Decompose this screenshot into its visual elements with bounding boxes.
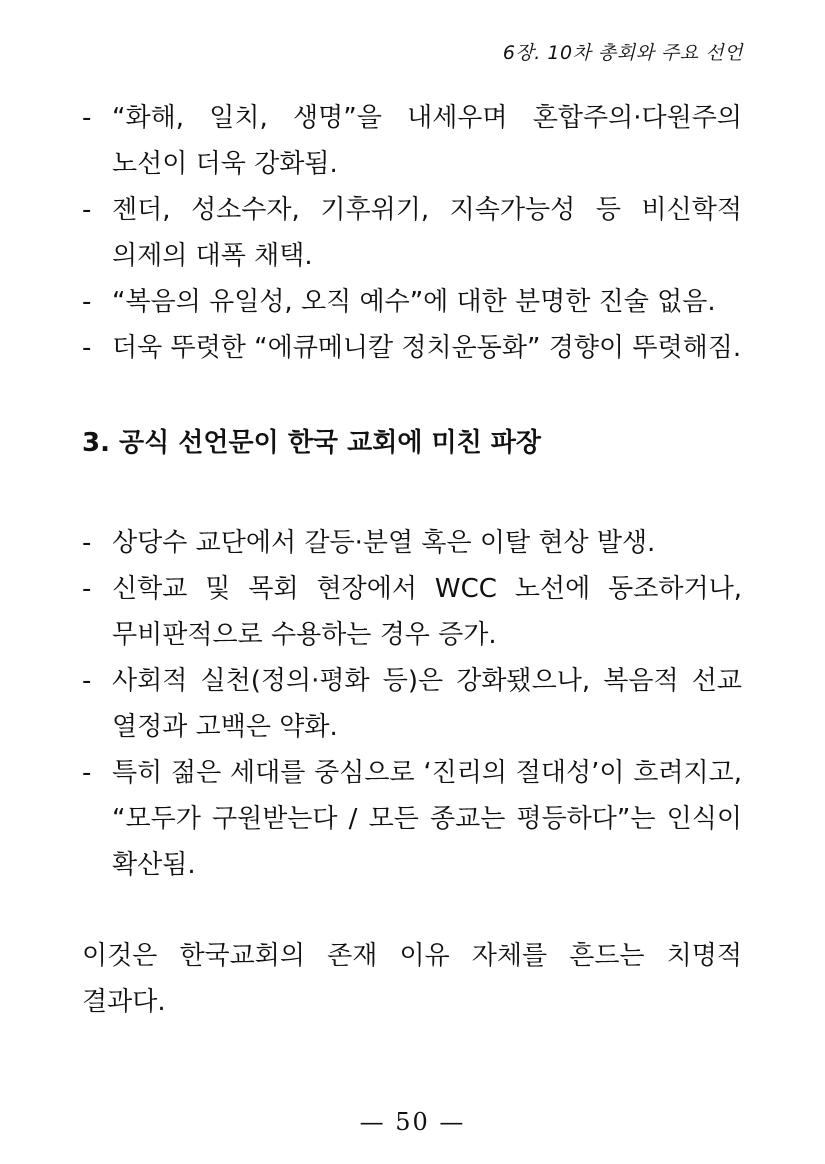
list-item (82, 566, 742, 658)
list-item-text: “화해, 일치, 생명”을 내세우며 혼합주의·다원주의 노선이 더욱 강화됨. (112, 103, 742, 179)
list-item (82, 187, 742, 279)
bullet-dash: - (82, 287, 92, 317)
list-item-text: 더욱 뚜렷한 “에큐메니칼 정치운동화” 경향이 뚜렷해짐. (112, 333, 742, 363)
list-item-text: 젠더, 성소수자, 기후위기, 지속가능성 등 비신학적 의제의 대폭 채택. (112, 195, 742, 271)
list-item (82, 520, 742, 566)
list-item (82, 658, 742, 750)
list-item (82, 279, 742, 325)
bullet-dash: - (82, 758, 92, 788)
bullet-dash: - (82, 574, 92, 604)
bullet-dash: - (82, 666, 92, 696)
bullet-dash: - (82, 528, 92, 558)
list-item-text: 사회적 실천(정의·평화 등)은 강화됐으나, 복음적 선교 열정과 고백은 약화. (112, 666, 742, 742)
impact-list (82, 520, 742, 888)
list-item-text: 신학교 및 목회 현장에서 WCC 노선에 동조하거나, 무비판적으로 수용하는 경우 증가. (112, 574, 742, 650)
list-item-text: 특히 젊은 세대를 중심으로 ‘진리의 절대성’이 흐려지고, “모두가 구원받는다 / 모든 종교는 평등하다”는 인식이 확산됨. (112, 758, 742, 880)
list-item (82, 750, 742, 888)
section-heading: 3. 공식 선언문이 한국 교회에 미친 파장 (82, 428, 542, 458)
list-item-text: “복음의 유일성, 오직 예수”에 대한 분명한 진술 없음. (112, 287, 716, 317)
running-header: 6장. 10차 총회와 주요 선언 (502, 42, 743, 64)
page-number: — 50 — (359, 1108, 466, 1136)
bullet-dash: - (82, 195, 92, 225)
list-item-text: 상당수 교단에서 갈등·분열 혹은 이탈 현상 발생. (112, 528, 656, 558)
list-item (82, 325, 742, 371)
list-item (82, 95, 742, 187)
conclusion-paragraph: 이것은 한국교회의 존재 이유 자체를 흔드는 치명적 결과다. (82, 941, 742, 1017)
bullet-dash: - (82, 333, 92, 363)
summary-list (82, 95, 742, 371)
bullet-dash: - (82, 103, 92, 133)
page-body (82, 95, 742, 1051)
